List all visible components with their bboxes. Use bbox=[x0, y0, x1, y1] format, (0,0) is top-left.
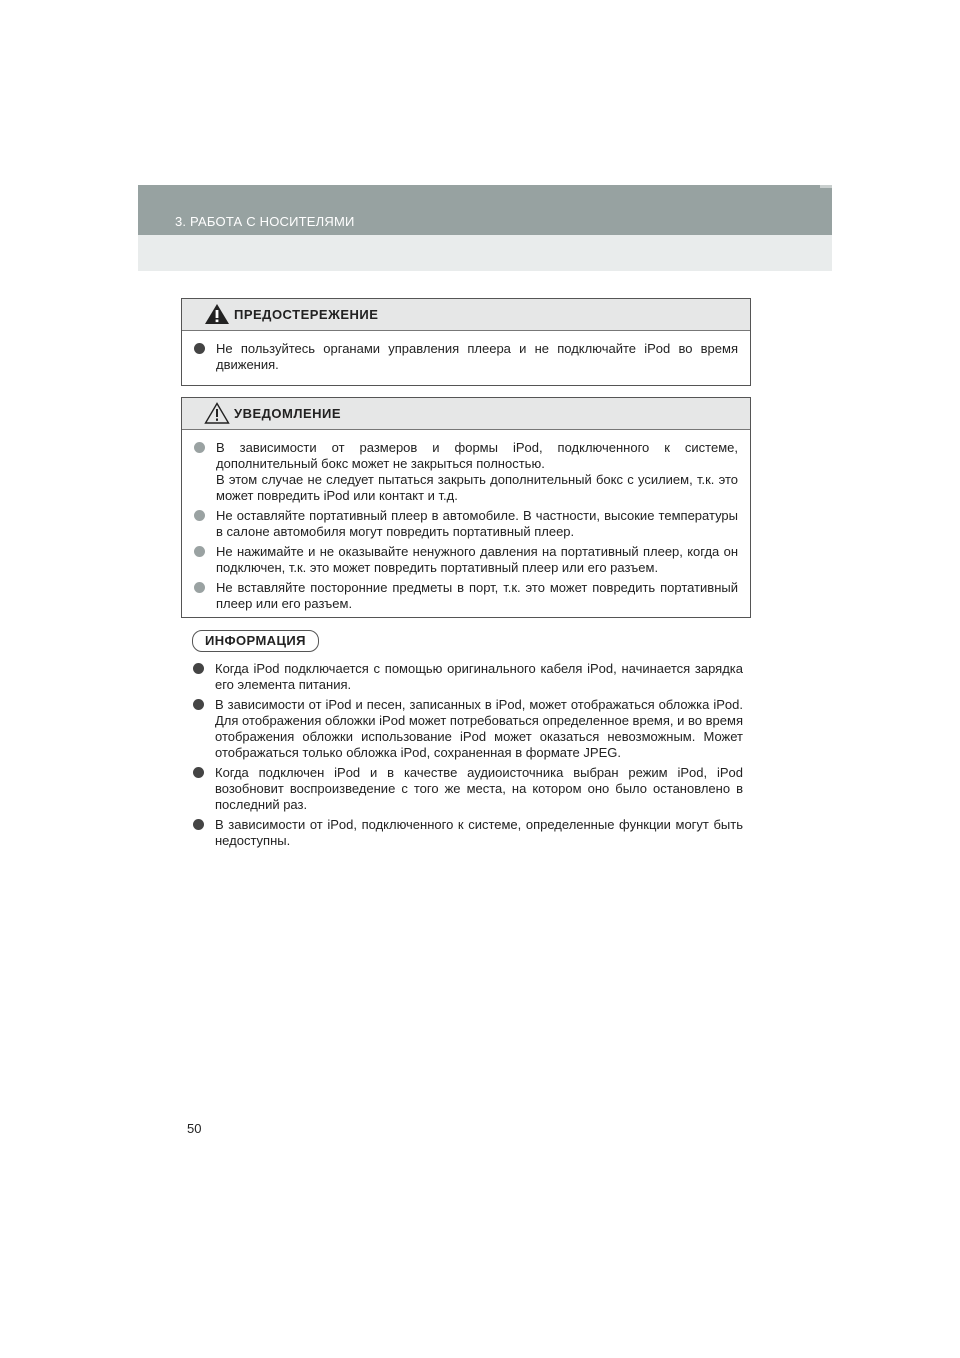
caution-box-header bbox=[182, 398, 750, 430]
caution-list bbox=[182, 430, 750, 624]
info-section bbox=[181, 630, 749, 853]
round-bullet-icon bbox=[194, 510, 205, 521]
section-title: 3. РАБОТА С НОСИТЕЛЯМИ bbox=[175, 214, 355, 229]
list-item-text: В зависимости от размеров и формы iPod, подключенного к системе, дополнительный бокс может не закрыться полностью. В этом случае не следует пытаться закрыть дополнительный бокс с усилием, т.к. это может повредить iPod или контакт и т.д. bbox=[216, 440, 738, 503]
list-item-text: Не оставляйте портативный плеер в автомобиле. В частности, высокие температуры в салоне автомобиля могут повредить портативный плеер. bbox=[216, 508, 738, 539]
round-bullet-icon bbox=[194, 442, 205, 453]
round-bullet-icon bbox=[194, 546, 205, 557]
round-bullet-icon bbox=[194, 343, 205, 354]
list-item bbox=[193, 765, 743, 813]
list-item bbox=[194, 544, 738, 576]
list-item bbox=[193, 697, 743, 761]
list-item-text: Не пользуйтесь органами управления плеера и не подключайте iPod во время движения. bbox=[216, 341, 738, 372]
round-bullet-icon bbox=[193, 767, 204, 778]
header-corner-mark bbox=[820, 185, 832, 188]
page-number: 50 bbox=[187, 1121, 202, 1136]
info-list bbox=[181, 652, 749, 849]
warning-box-header bbox=[182, 299, 750, 331]
section-subheader-bar bbox=[138, 235, 832, 271]
round-bullet-icon bbox=[193, 699, 204, 710]
warning-box bbox=[181, 298, 751, 386]
list-item bbox=[194, 508, 738, 540]
caution-box bbox=[181, 397, 751, 618]
section-header-bar bbox=[138, 185, 832, 235]
round-bullet-icon bbox=[193, 819, 204, 830]
round-bullet-icon bbox=[193, 663, 204, 674]
list-item-text: Не нажимайте и не оказывайте ненужного давления на портативный плеер, когда он подключен, т.к. это может повредить портативный плеер или его разъем. bbox=[216, 544, 738, 575]
round-bullet-icon bbox=[194, 582, 205, 593]
list-item bbox=[194, 341, 738, 373]
list-item bbox=[193, 817, 743, 849]
list-item-text: В зависимости от iPod, подключенного к системе, определенные функции могут быть недоступны. bbox=[215, 817, 743, 848]
warning-triangle-filled-icon bbox=[204, 303, 230, 325]
list-item bbox=[193, 661, 743, 693]
caution-title: УВЕДОМЛЕНИЕ bbox=[234, 406, 342, 421]
list-item bbox=[194, 580, 738, 612]
warning-triangle-outline-icon bbox=[204, 402, 230, 424]
list-item-text: Не вставляйте посторонние предметы в порт, т.к. это может повредить портативный плеер или его разъем. bbox=[216, 580, 738, 611]
warning-title: ПРЕДОСТЕРЕЖЕНИЕ bbox=[234, 307, 379, 322]
list-item-text: В зависимости от iPod и песен, записанных в iPod, может отображаться обложка iPod. Для отображения обложки iPod может потребоваться определенное время, и во время отображения обложки использование iPod может оказаться невозможным. Может отображаться только обложка iPod, сохраненная в формате JPEG. bbox=[215, 697, 743, 760]
warning-list bbox=[182, 331, 750, 385]
list-item-text: Когда подключен iPod и в качестве аудиоисточника выбран режим iPod, iPod возобновит воспроизведение с того же места, на котором оно было остановлено в последний раз. bbox=[215, 765, 743, 812]
list-item-text: Когда iPod подключается с помощью оригинального кабеля iPod, начинается зарядка его элемента питания. bbox=[215, 661, 743, 692]
info-label: ИНФОРМАЦИЯ bbox=[192, 630, 319, 652]
list-item bbox=[194, 440, 738, 504]
